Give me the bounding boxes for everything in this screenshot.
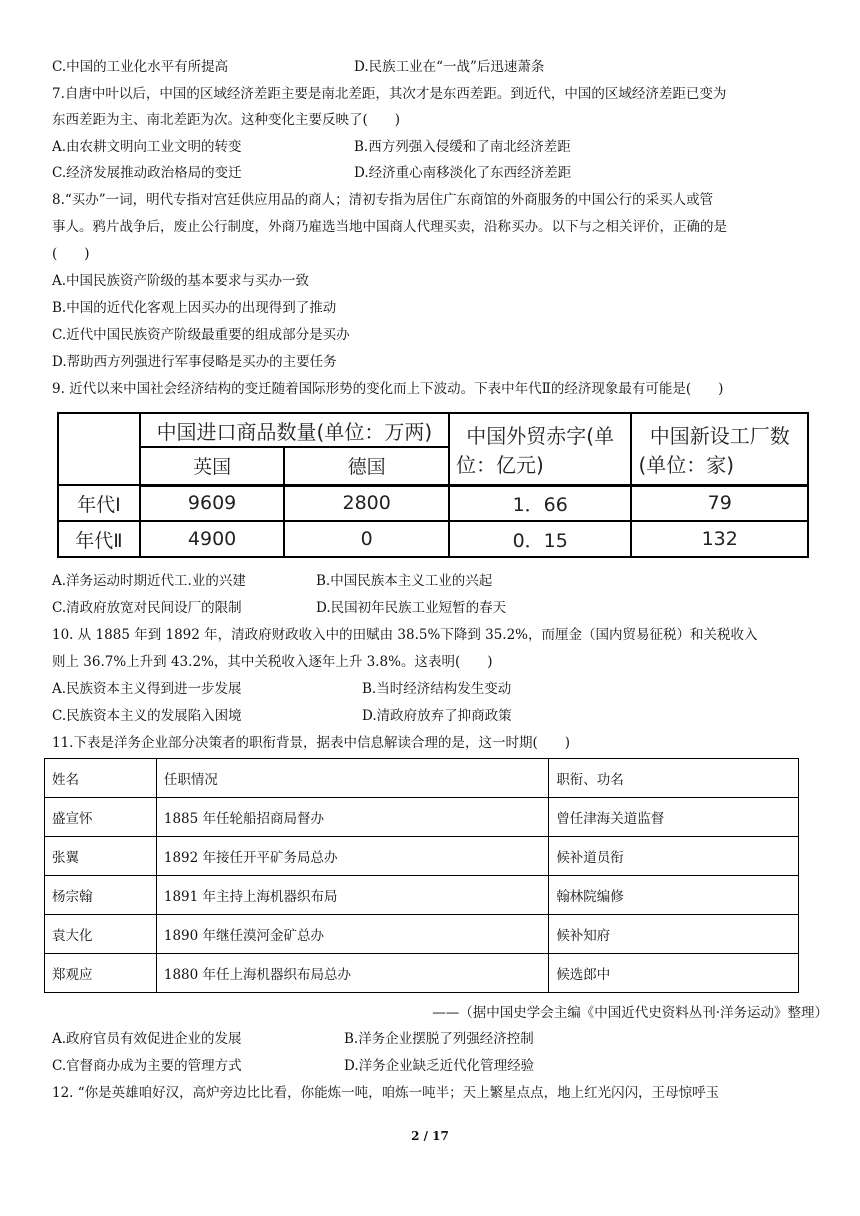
q7-options-row-1 <box>52 137 812 157</box>
q9-row-2-factories: 132 <box>631 521 808 557</box>
q9-header-deficit-line-1: 中国外贸赤字(单 <box>466 423 615 448</box>
q8-option-d: D.帮助西方列强进行军事侵略是买办的主要任务 <box>52 354 337 370</box>
q8-stem-line-2: 事人。鸦片战争后，废止公行制度，外商乃雇选当地中国商人代理买卖，沿称买办。以下与之相关评价，正确的是 <box>52 219 727 235</box>
table-row <box>45 876 799 915</box>
q11-cell-post: 1885 年任轮船招商局督办 <box>156 798 548 837</box>
q10-option-d: D.清政府放弃了抑商政策 <box>362 708 512 724</box>
q11-stem: 11.下表是洋务企业部分决策者的职衔背景，据表中信息解读合理的是，这一时期( ) <box>52 735 571 751</box>
q11-cell-rank: 曾任津海关道监督 <box>549 798 799 837</box>
q9-header-factories-line-1: 中国新设工厂数 <box>649 423 790 448</box>
q9-row-2-de: 0 <box>284 521 449 557</box>
q11-options-row-2 <box>52 1056 812 1076</box>
q11-cell-name: 郑观应 <box>45 954 157 993</box>
q9-option-a: A.洋务运动时期近代工.业的兴建 <box>52 573 246 589</box>
q11-cell-rank: 候补道员衔 <box>549 837 799 876</box>
q11-cell-rank: 候选郎中 <box>549 954 799 993</box>
page-number: 2 / 17 <box>411 1129 449 1143</box>
q11-table <box>44 758 799 993</box>
q9-header-deficit-line-2: 位：亿元) <box>455 452 544 477</box>
q7-options-row-2 <box>52 163 812 183</box>
q9-option-c: C.清政府放宽对民间设厂的限制 <box>52 600 242 616</box>
table-row <box>45 798 799 837</box>
q9-figure-table <box>57 412 809 558</box>
q11-option-d: D.洋务企业缺乏近代化管理经验 <box>344 1058 535 1074</box>
q10-stem-line-2: 则上 36.7%上升到 43.2%，其中关税收入逐年上升 3.8%。这表明( ) <box>52 654 493 670</box>
q9-stem: 9. 近代以来中国社会经济结构的变迁随着国际形势的变化而上下波动。下表中年代Ⅱ的经济现象最有可能是( ) <box>52 381 724 397</box>
q7-option-d: D.经济重心南移淡化了东西经济差距 <box>354 165 572 181</box>
q11-cell-rank: 候补知府 <box>549 915 799 954</box>
q11-cell-name: 张翼 <box>45 837 157 876</box>
table-row <box>45 837 799 876</box>
q9-header-factories-line-2: (单位：家) <box>638 452 735 477</box>
q11-table-header-row <box>45 759 799 798</box>
q8-option-a: A.中国民族资产阶级的基本要求与买办一致 <box>52 273 310 289</box>
q9-header-uk: 英国 <box>140 447 285 485</box>
q10-option-b: B.当时经济结构发生变动 <box>362 681 512 697</box>
q6-options <box>52 57 812 77</box>
q7-option-c: C.经济发展推动政治格局的变迁 <box>52 165 242 181</box>
q9-row-2-deficit: 0．15 <box>449 521 631 557</box>
q10-option-a: A.民族资本主义得到进一步发展 <box>52 681 242 697</box>
q11-source-note: ——（据中国史学会主编《中国近代史资料丛刊·洋务运动》整理） <box>432 1005 828 1021</box>
q11-cell-name: 盛宣怀 <box>45 798 157 837</box>
q9-options-row-1 <box>52 571 812 591</box>
q9-header-de: 德国 <box>284 447 449 485</box>
q11-options-row-1 <box>52 1029 812 1049</box>
q8-option-c: C.近代中国民族资产阶级最重要的组成部分是买办 <box>52 327 350 343</box>
q9-row-2-label: 年代Ⅱ <box>58 521 140 557</box>
table-row <box>45 915 799 954</box>
q9-header-import: 中国进口商品数量(单位：万两) <box>140 413 449 447</box>
q9-options-row-2 <box>52 598 812 618</box>
q11-cell-post: 1891 年主持上海机器织布局 <box>156 876 548 915</box>
q9-option-d: D.民国初年民族工业短暂的春天 <box>316 600 507 616</box>
q9-header-deficit <box>449 413 631 485</box>
q11-header-post: 任职情况 <box>156 759 548 798</box>
q9-option-b: B.中国民族本主义工业的兴起 <box>316 573 493 589</box>
q11-cell-post: 1892 年接任开平矿务局总办 <box>156 837 548 876</box>
q9-row-1-de: 2800 <box>284 485 449 521</box>
q8-stem-line-3: ( ) <box>52 246 90 262</box>
q9-header-factories <box>631 413 808 485</box>
q9-row-1-label: 年代Ⅰ <box>58 485 140 521</box>
q11-cell-post: 1890 年继任漠河金矿总办 <box>156 915 548 954</box>
q9-row-1-deficit: 1．66 <box>449 485 631 521</box>
q12-stem-line-1: 12. “你是英雄咱好汉，高炉旁边比比看，你能炼一吨，咱炼一吨半；天上繁星点点，地上红光闪闪，王母惊呼玉 <box>52 1085 720 1101</box>
q9-table-row <box>58 521 808 557</box>
q10-options-row-1 <box>52 679 812 699</box>
table-row <box>45 954 799 993</box>
q11-cell-name: 袁大化 <box>45 915 157 954</box>
q10-option-c: C.民族资本主义的发展陷入困境 <box>52 708 242 724</box>
q6-option-c: C.中国的工业化水平有所提高 <box>52 59 229 75</box>
q11-option-a: A.政府官员有效促进企业的发展 <box>52 1031 242 1047</box>
q8-option-b: B.中国的近代化客观上因买办的出现得到了推动 <box>52 300 337 316</box>
q11-cell-post: 1880 年任上海机器织布局总办 <box>156 954 548 993</box>
q9-table-row <box>58 485 808 521</box>
q6-option-d: D.民族工业在“一战”后迅速萧条 <box>354 59 545 75</box>
q7-option-a: A.由农耕文明向工业文明的转变 <box>52 139 242 155</box>
q9-row-1-uk: 9609 <box>140 485 285 521</box>
q11-header-name: 姓名 <box>45 759 157 798</box>
q7-option-b: B.西方列强入侵缓和了南北经济差距 <box>354 139 571 155</box>
q7-stem-line-2: 东西差距为主、南北差距为次。这种变化主要反映了( ) <box>52 112 401 128</box>
q11-cell-rank: 翰林院编修 <box>549 876 799 915</box>
q8-stem-line-1: 8.“买办”一词，明代专指对宫廷供应用品的商人；清初专指为居住广东商馆的外商服务的中国公行的采买人或管 <box>52 192 714 208</box>
q11-option-b: B.洋务企业摆脱了列强经济控制 <box>344 1031 534 1047</box>
q11-header-rank: 职衔、功名 <box>549 759 799 798</box>
q7-stem-line-1: 7.自唐中叶以后，中国的区域经济差距主要是南北差距，其次才是东西差距。到近代，中国的区域经济差距已变为 <box>52 86 727 102</box>
q11-cell-name: 杨宗翰 <box>45 876 157 915</box>
q10-options-row-2 <box>52 706 812 726</box>
q11-option-c: C.官督商办成为主要的管理方式 <box>52 1058 242 1074</box>
q10-stem-line-1: 10. 从 1885 年到 1892 年，清政府财政收入中的田赋由 38.5%下降到 35.2%，而厘金（国内贸易征税）和关税收入 <box>52 627 758 643</box>
q9-row-2-uk: 4900 <box>140 521 285 557</box>
q9-table-corner <box>58 413 140 485</box>
q9-row-1-factories: 79 <box>631 485 808 521</box>
